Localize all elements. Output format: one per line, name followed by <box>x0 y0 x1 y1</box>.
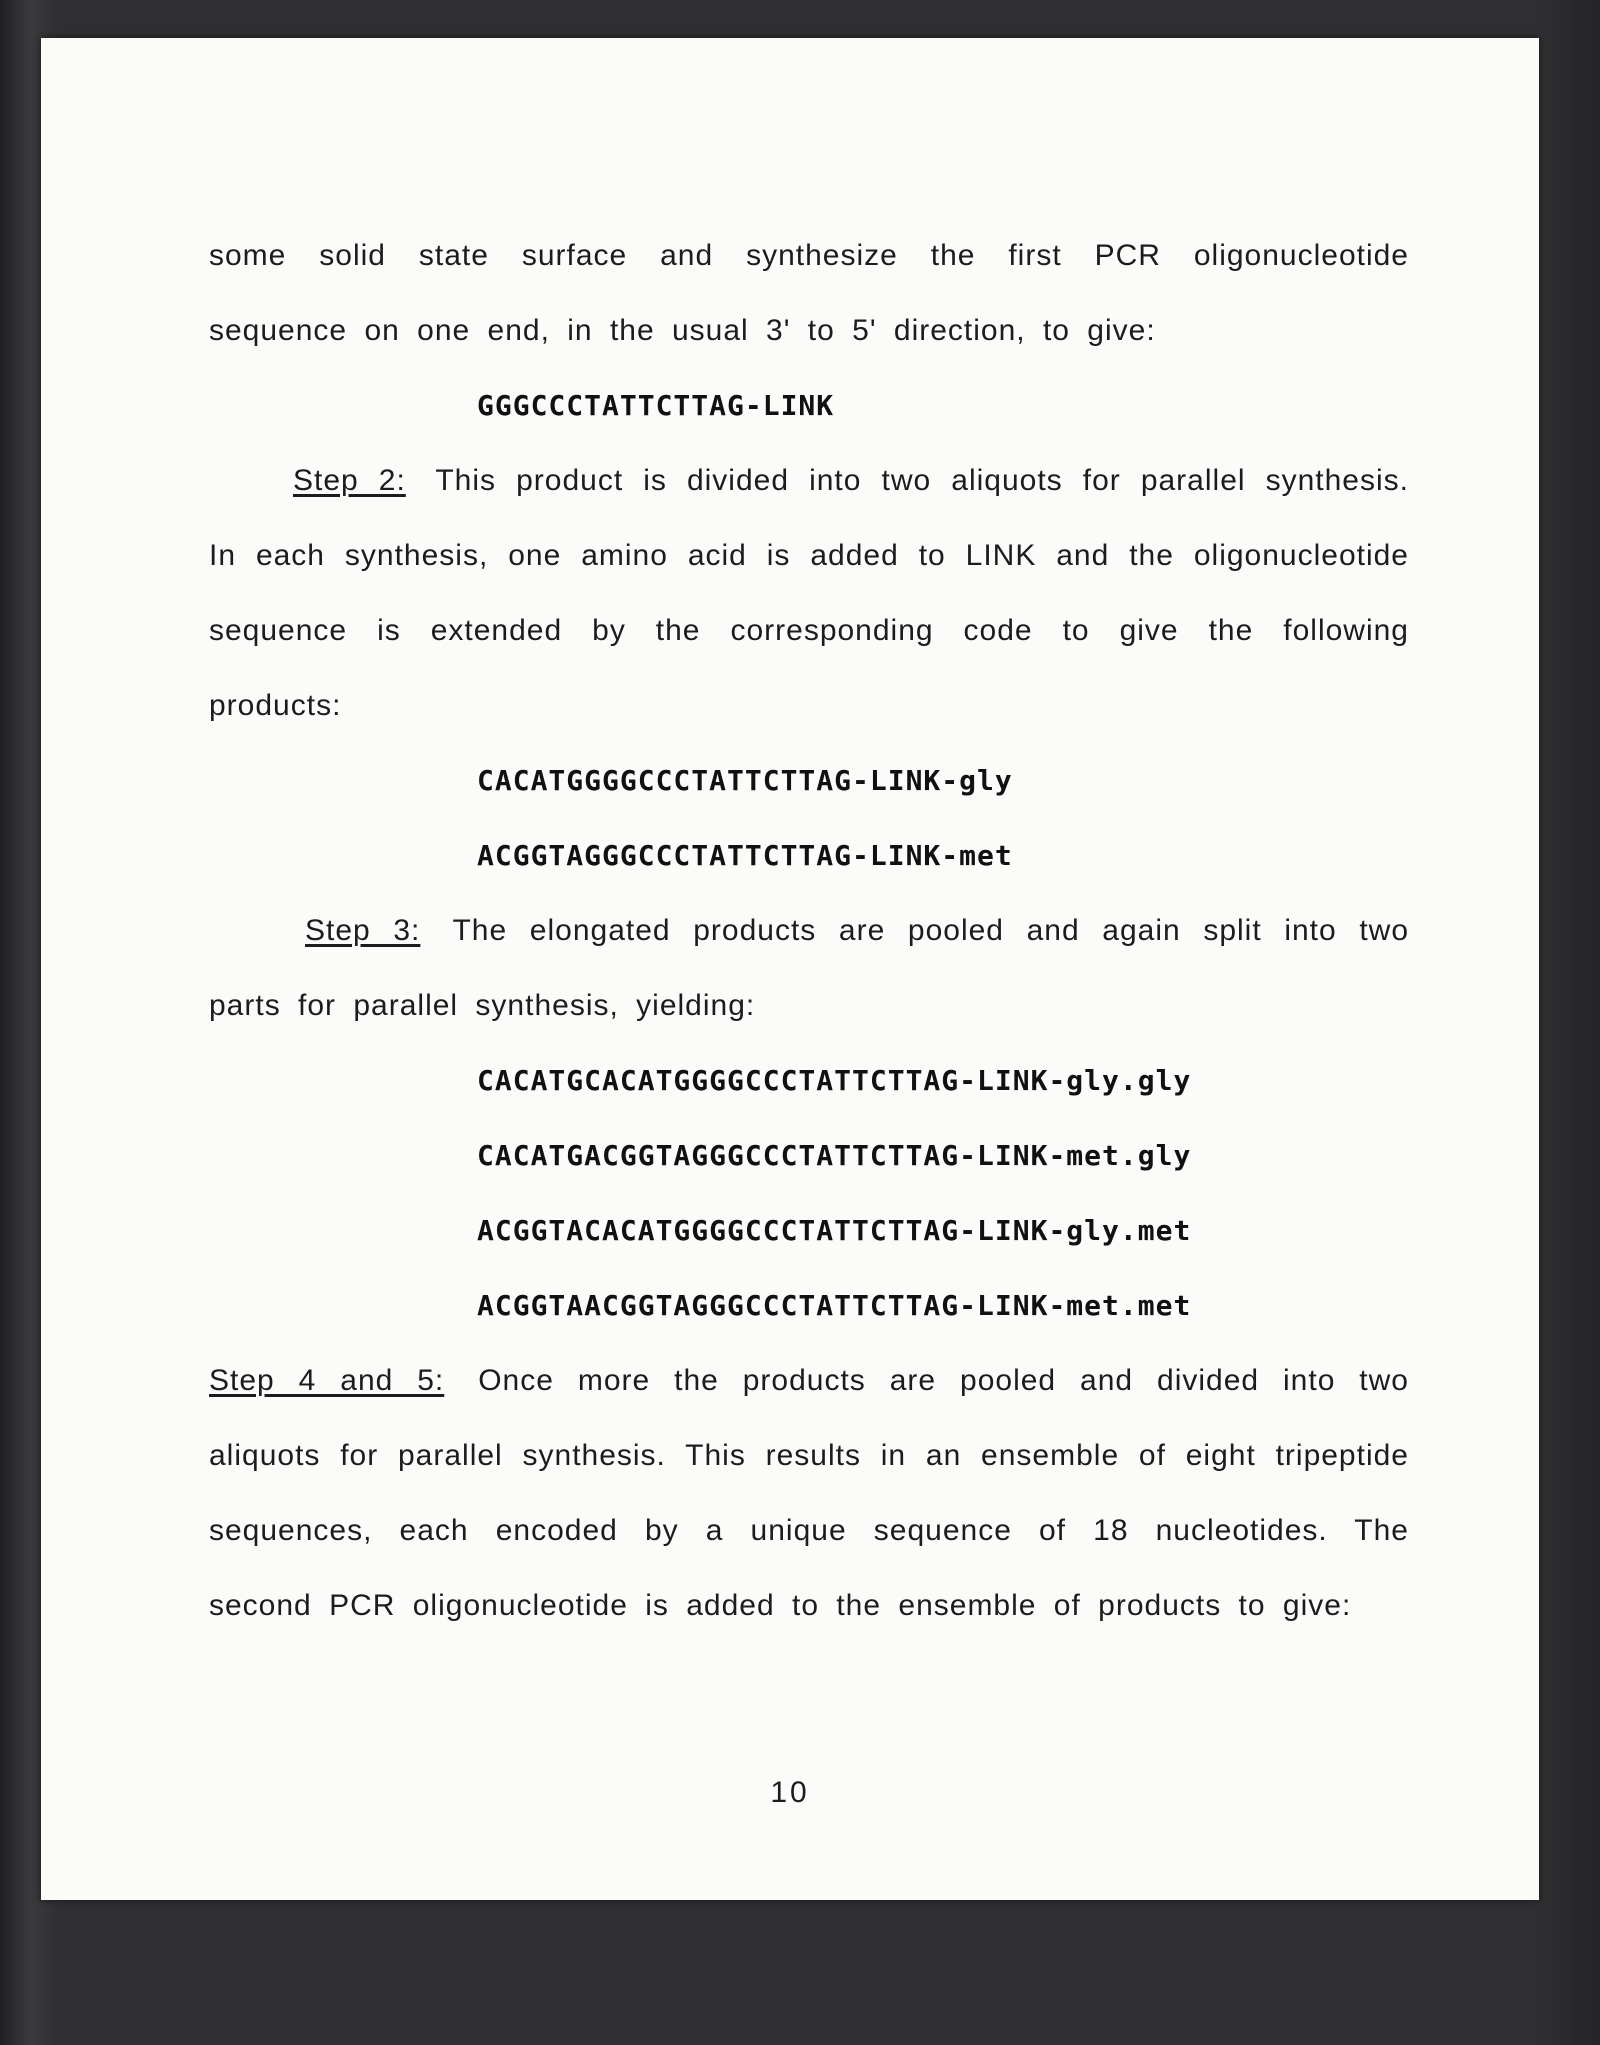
step-3-label: Step 3: <box>305 914 421 947</box>
sequence-step3-met-gly: CACATGACGGTAGGGCCCTATTCTTAG-LINK-met.gly <box>477 1139 1192 1172</box>
page-content <box>209 218 1409 1643</box>
step-4-5-text: Once more the products are pooled and divided into two aliquots for parallel synthesis. This results in an ensemble of eight tripeptide sequences, each encoded by a unique sequence of 18 nucleotides. The second PCR oligonucleotide is added to the ensemble of products to give: <box>209 1364 1409 1622</box>
sequence-step2-met: ACGGTAGGGCCCTATTCTTAG-LINK-met <box>477 839 1013 872</box>
sequence-initial: GGGCCCTATTCTTAG-LINK <box>477 389 835 422</box>
sequence-step3-gly-met: ACGGTACACATGGGGCCCTATTCTTAG-LINK-gly.met <box>477 1214 1192 1247</box>
sequence-step3-gly-gly: CACATGCACATGGGGCCCTATTCTTAG-LINK-gly.gly <box>477 1064 1192 1097</box>
step-4-5-label: Step 4 and 5: <box>209 1364 445 1397</box>
paragraph-intro: some solid state surface and synthesize the first PCR oligonucleotide sequence on one end, in the usual 3' to 5' direction, to give: <box>209 239 1409 347</box>
sequence-step2-gly: CACATGGGGCCCTATTCTTAG-LINK-gly <box>477 764 1013 797</box>
paragraph-step-3 <box>209 893 1409 1043</box>
step-2-text: This product is divided into two aliquots for parallel synthesis. In each synthesis, one amino acid is added to LINK and the oligonucleotide sequence is extended by the corresponding code to give the following products: <box>209 464 1409 722</box>
page-number: 10 <box>770 1776 810 1809</box>
document-page <box>41 38 1539 1900</box>
paragraph-step-4-5 <box>209 1343 1409 1643</box>
step-2-label: Step 2: <box>293 464 406 497</box>
sequence-step3-met-met: ACGGTAACGGTAGGGCCCTATTCTTAG-LINK-met.met <box>477 1289 1192 1322</box>
step-3-text: The elongated products are pooled and again split into two parts for parallel synthesis, yielding: <box>209 914 1409 1022</box>
paragraph-step-2 <box>209 443 1409 743</box>
